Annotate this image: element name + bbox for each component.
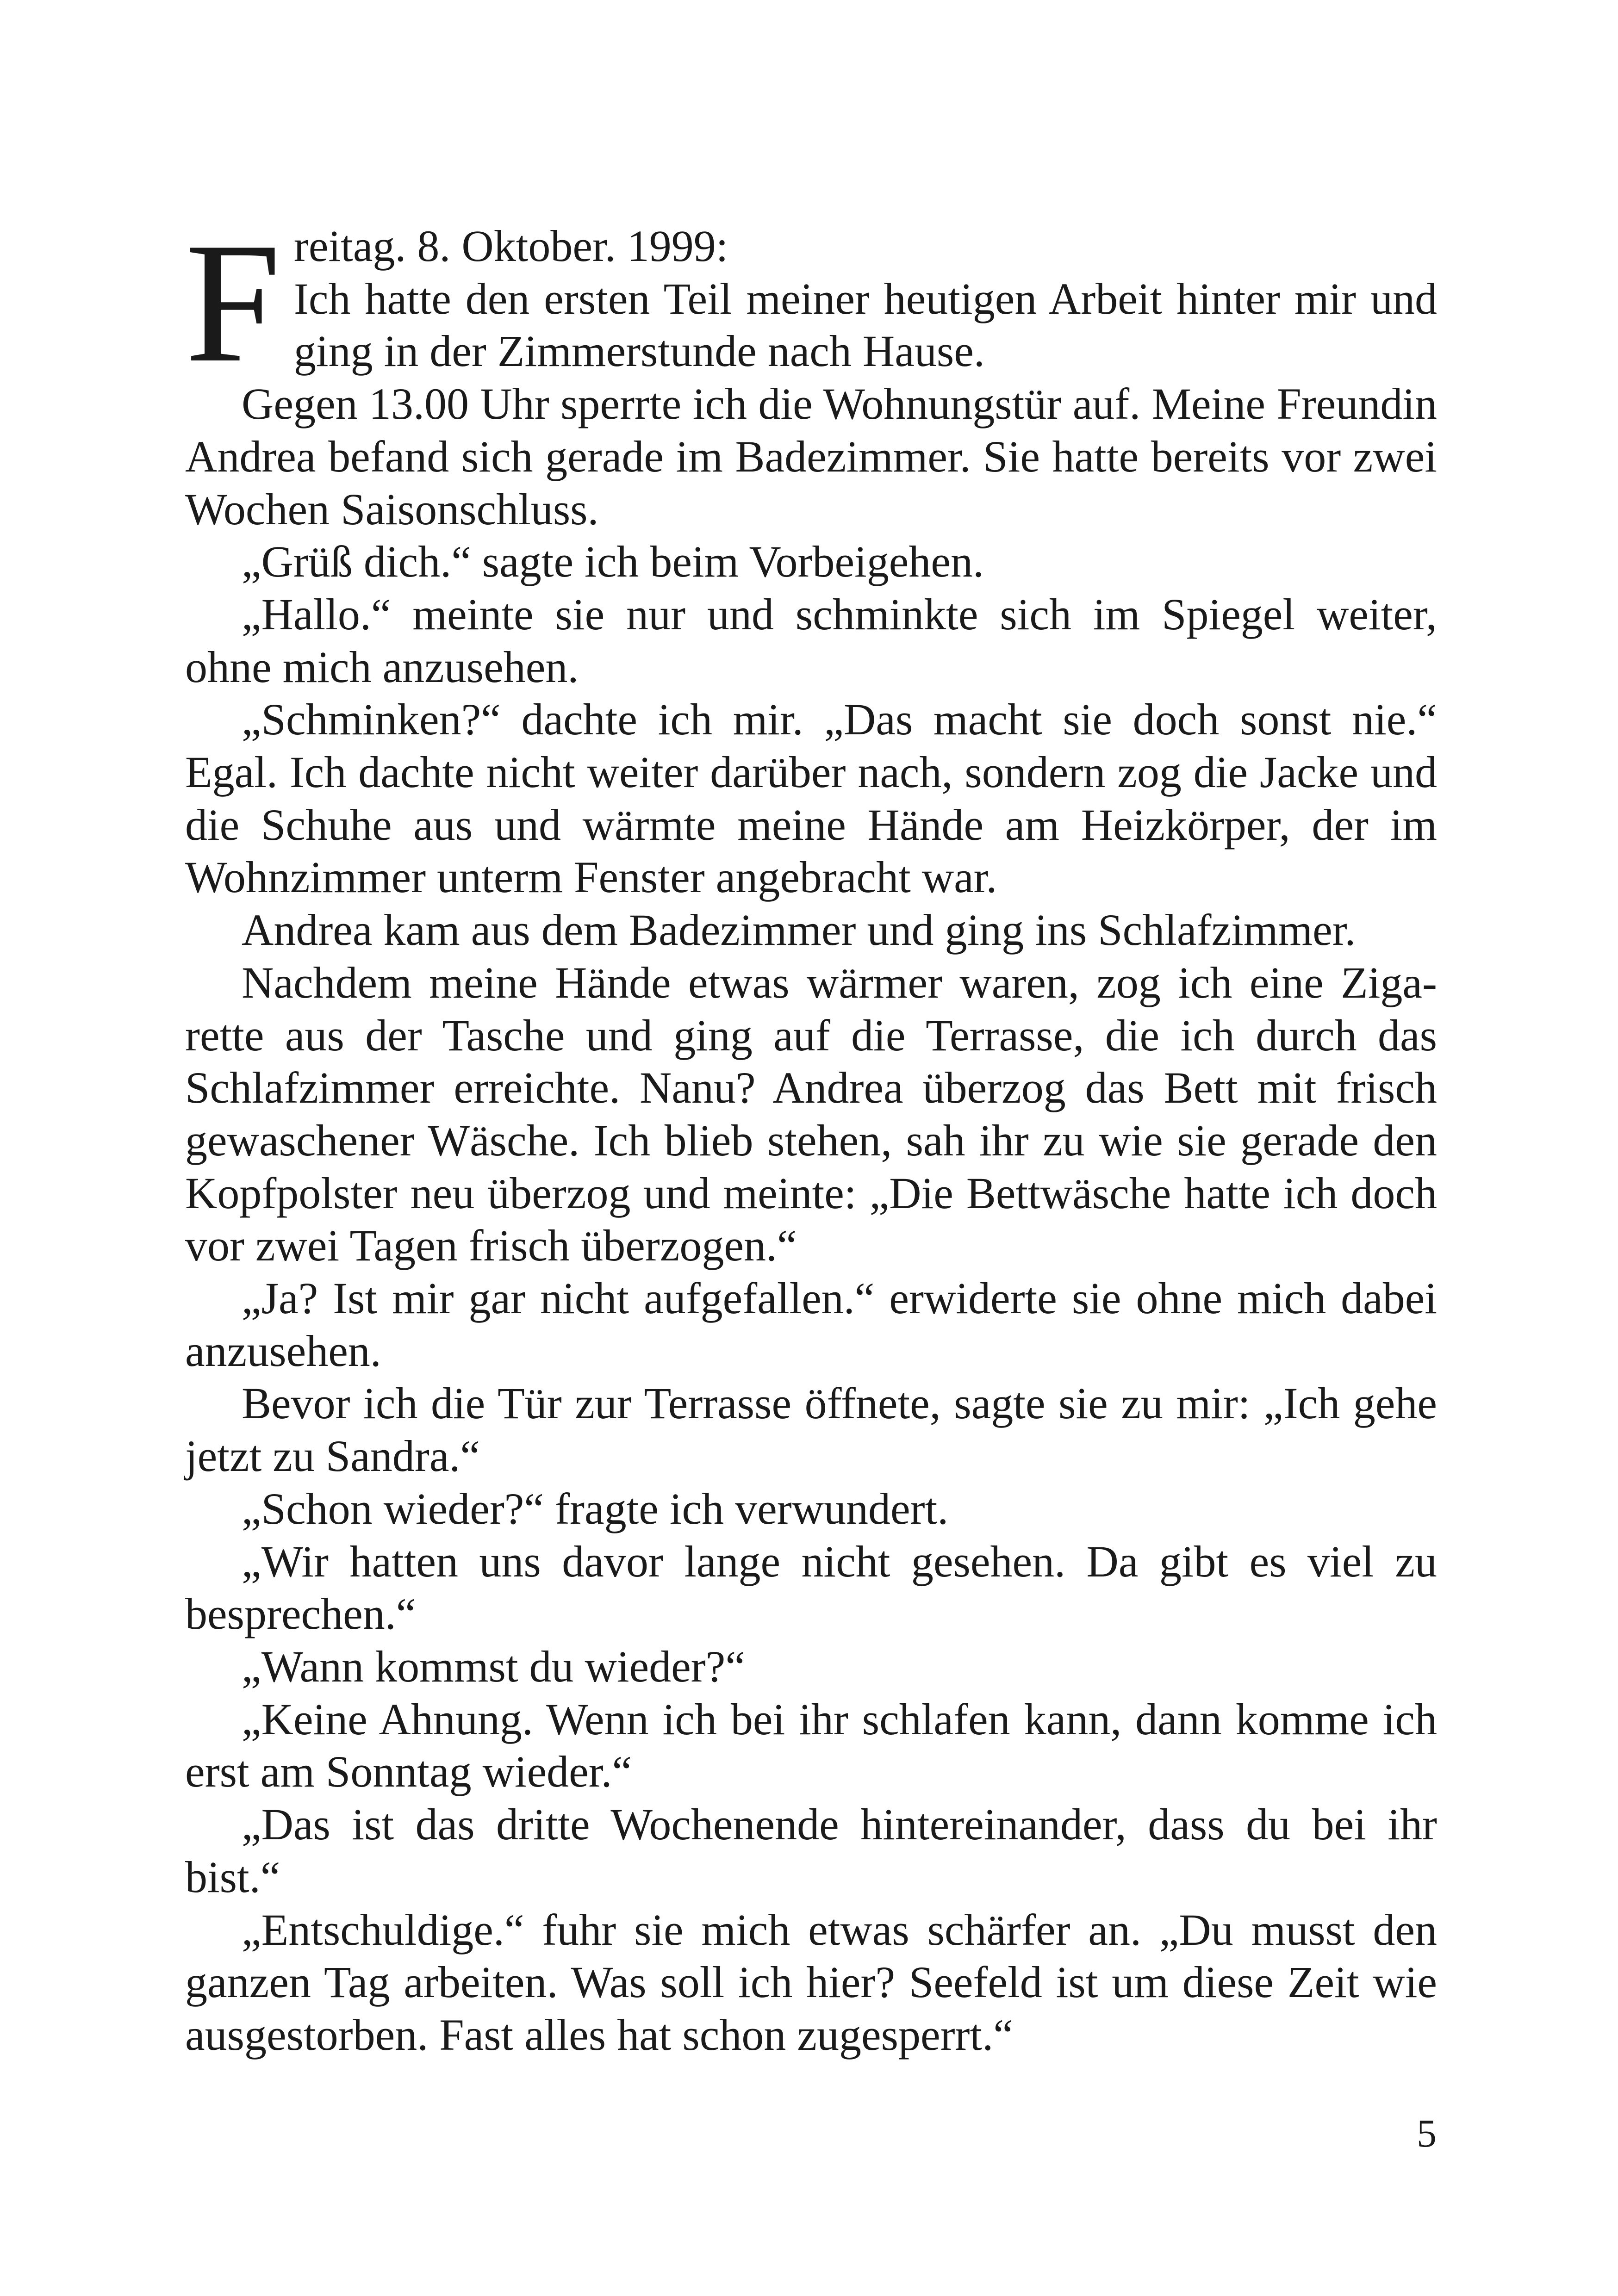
date-line: reitag. 8. Oktober. 1999:: [293, 221, 728, 271]
paragraph: „Schminken?“ dachte ich mir. „Das macht sie doch sonst nie.“ Egal. Ich dachte nicht weiter darüber nach, sondern zog die Jacke und die Schuhe aus und wärmte meine Hände am Heizkörper, der im Wohnzimmer unterm Fenster angebracht war.: [185, 695, 1437, 902]
paragraph: „Das ist das dritte Wochenende hintereinander, dass du bei ihr bist.“: [185, 1800, 1437, 1902]
paragraph: „Hallo.“ meinte sie nur und schminkte sich im Spiegel weiter, ohne mich anzusehen.: [185, 589, 1437, 692]
paragraph: „Keine Ahnung. Wenn ich bei ihr schlafen kann, dann komme ich erst am Sonntag wieder.“: [185, 1694, 1437, 1797]
paragraph: „Ja? Ist mir gar nicht aufgefallen.“ erwiderte sie ohne mich dabei anzusehen.: [185, 1273, 1437, 1376]
paragraph: „Wann kommst du wieder?“: [242, 1641, 745, 1691]
paragraph: Bevor ich die Tür zur Terrasse öffnete, sagte sie zu mir: „Ich gehe jetzt zu Sandra.“: [185, 1378, 1437, 1481]
paragraph: Andrea kam aus dem Badezimmer und ging ins Schlafzimmer.: [242, 905, 1356, 955]
paragraph: Nachdem meine Hände etwas wärmer waren, zog ich eine Zigarette aus der Tasche und ging auf die Terrasse, die ich durch das Schlafzimmer erreichte. Nanu? Andrea überzog das Bett mit frisch gewaschener Wäsche. Ich blieb stehen, sah ihr zu wie sie gerade den Kopfpolster neu überzog und meinte: „Die Bettwäsche hatte ich doch vor zwei Tagen frisch überzogen.“: [185, 957, 1437, 1271]
paragraph: „Grüß dich.“ sagte ich beim Vorbeigehen.: [242, 537, 984, 587]
opening-paragraph: [185, 208, 1437, 398]
opening-sentence: Ich hatte den ersten Teil meiner heutigen Arbeit hinter mir und ging in der Zimmerstunde nach Hause.: [293, 273, 1437, 376]
paragraph: Gegen 13.00 Uhr sperrte ich die Wohnungstür auf. Meine Freundin Andrea befand sich gerade im Badezimmer. Sie hatte bereits vor zwei Wochen Saisonschluss.: [185, 379, 1437, 534]
page-number: 5: [1417, 2111, 1437, 2155]
paragraph: „Schon wieder?“ fragte ich verwundert.: [242, 1483, 949, 1533]
paragraph: „Wir hatten uns davor lange nicht gesehen. Da gibt es viel zu besprechen.“: [185, 1536, 1437, 1639]
paragraph: „Entschuldige.“ fuhr sie mich etwas schärfer an. „Du musst den ganzen Tag arbeiten. Was soll ich hier? Seefeld ist um diese Zeit wie ausgestorben. Fast alles hat schon zugesperrt.“: [185, 1905, 1437, 2060]
drop-cap: F: [185, 208, 281, 398]
body-text: [185, 208, 1437, 2061]
